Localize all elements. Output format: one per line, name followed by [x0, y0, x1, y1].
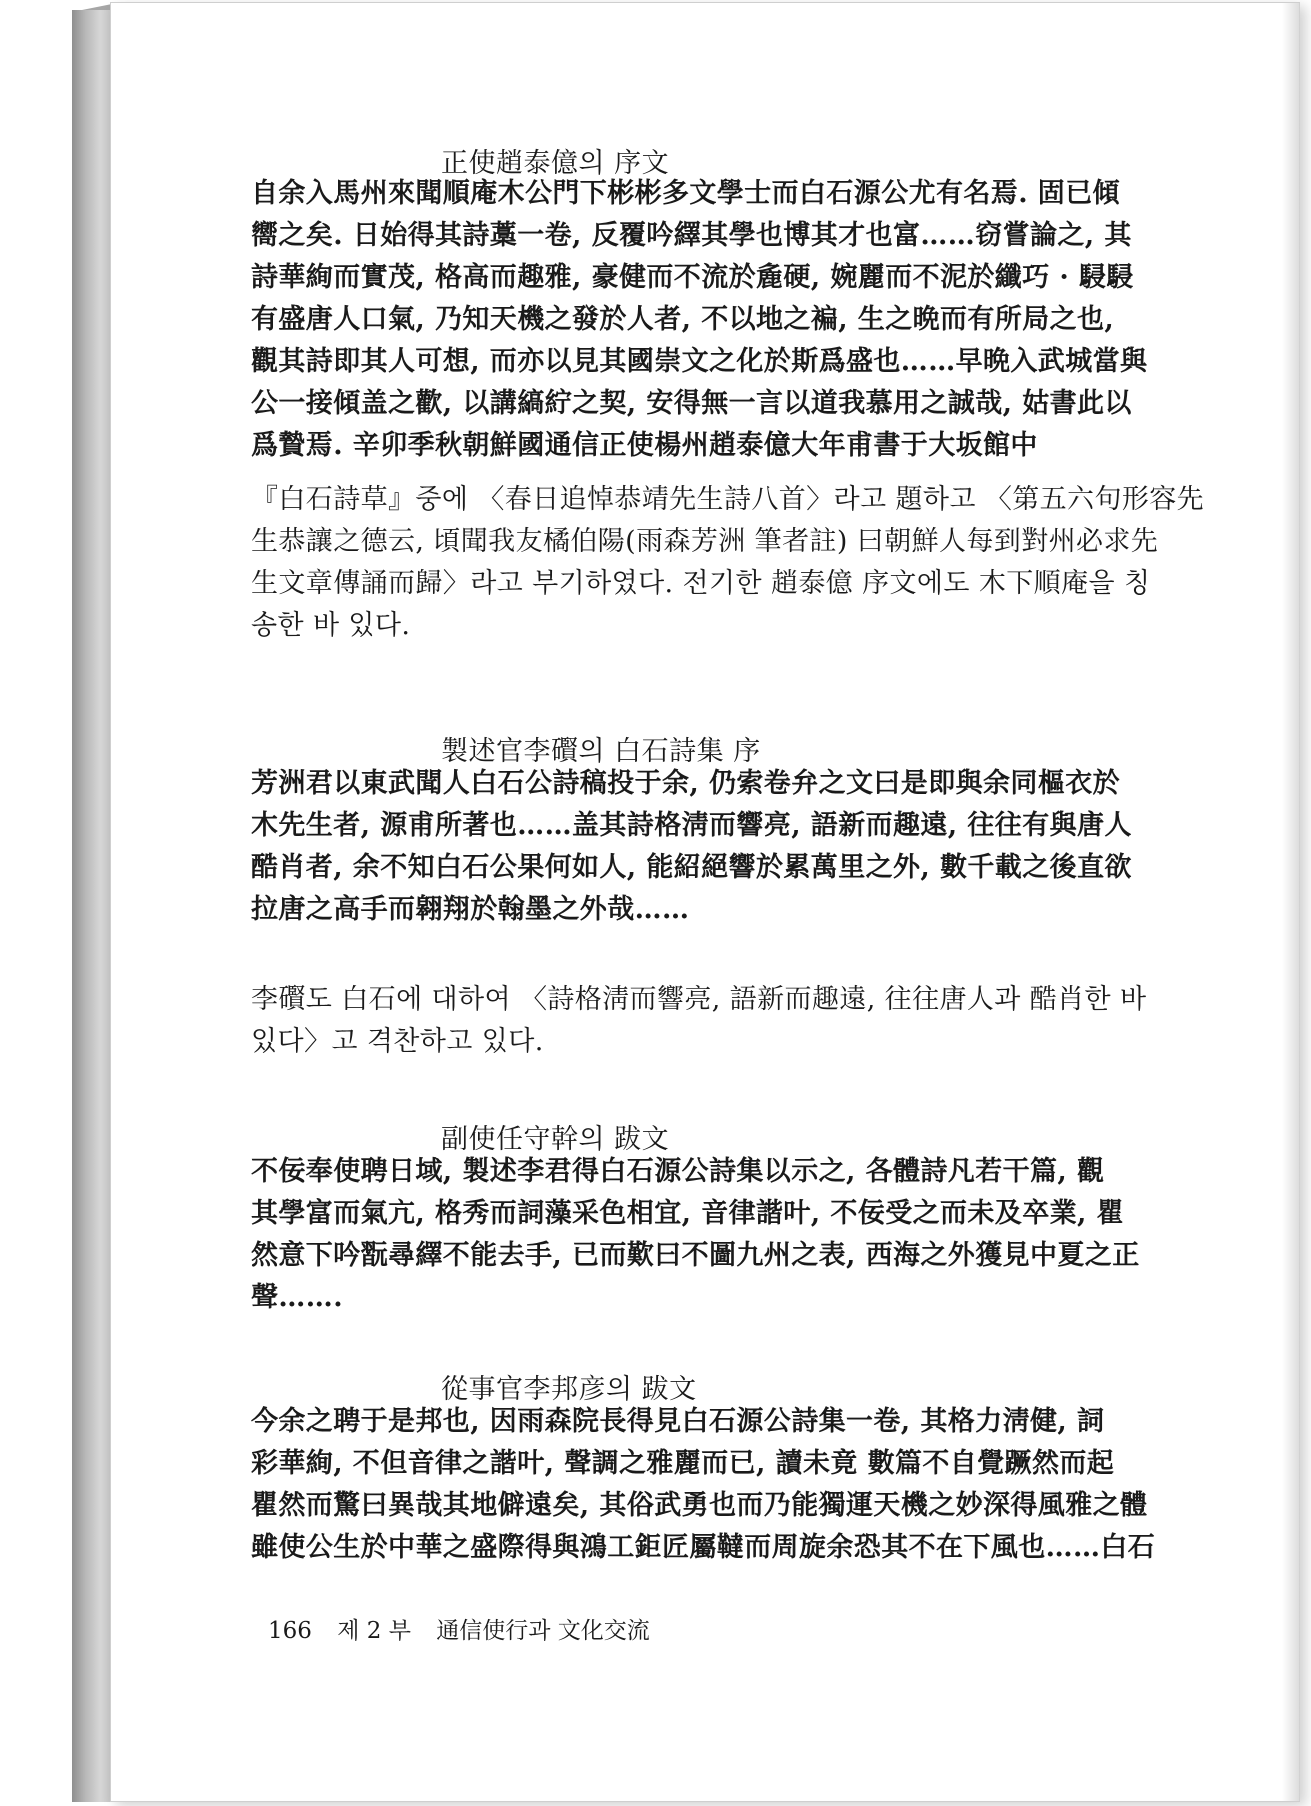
quote-block-3	[251, 1151, 1281, 1319]
commentary-line: 生文章傳誦而歸〉라고 부기하였다. 전기한 趙泰億 序文에도 木下順庵을 칭	[251, 568, 1151, 599]
book-spine	[72, 10, 112, 1802]
section-heading-2: 製述官李礥의 白石詩集 序	[441, 736, 761, 767]
commentary-line: 李礥도 白石에 대하여 〈詩格淸而響亮, 語新而趣遠, 往往唐人과 酷肖한 바	[251, 984, 1147, 1015]
quote-line: 木先生者, 源甫所著也……盖其詩格淸而響亮, 語新而趣遠, 往往有與唐人	[251, 810, 1132, 841]
quote-line: 自余入馬州來聞順庵木公門下彬彬多文學士而白石源公尤有名焉. 固已傾	[251, 178, 1120, 209]
quote-line: 其學富而氣亢, 格秀而詞藻采色相宜, 音律諧叶, 不佞受之而未及卒業, 瞿	[251, 1198, 1124, 1229]
page-number: 166	[268, 1618, 312, 1644]
quote-line: 酷肖者, 余不知白石公果何如人, 能紹絕響於累萬里之外, 數千載之後直欲	[251, 852, 1132, 883]
commentary-line: 『白石詩草』중에 〈春日追悼恭靖先生詩八首〉라고 題하고 〈第五六句形容先	[251, 484, 1205, 515]
quote-line: 嚮之矣. 日始得其詩藁一卷, 反覆吟繹其學也博其才也富……窃嘗論之, 其	[251, 220, 1132, 251]
quote-line: 公一接傾盖之歡, 以講縞紵之契, 安得無一言以道我慕用之誠哉, 姑書此以	[251, 388, 1132, 419]
quote-line: 觀其詩即其人可想, 而亦以見其國崇文之化於斯爲盛也……早晩入武城當與	[251, 346, 1148, 377]
quote-block-1	[251, 173, 1281, 467]
quote-line: 芳洲君以東武聞人白石公詩稿投于余, 仍索卷弁之文曰是即與余同樞衣於	[251, 768, 1120, 799]
part-title: 通信使行과 文化交流	[436, 1618, 650, 1644]
section-heading-1: 正使趙泰億의 序文	[441, 148, 670, 179]
section-heading-4: 從事官李邦彦의 跋文	[441, 1374, 697, 1405]
quote-line: 不佞奉使聘日域, 製述李君得白石源公詩集以示之, 各體詩凡若干篇, 觀	[251, 1156, 1105, 1187]
quote-line: 彩華絢, 不但音律之諧叶, 聲調之雅麗而已, 讀未竟 數篇不自覺蹶然而起	[251, 1448, 1115, 1479]
section-heading-3: 副使任守幹의 跋文	[441, 1124, 670, 1155]
commentary-line: 있다〉고 격찬하고 있다.	[251, 1026, 544, 1057]
commentary-block-1	[251, 479, 1281, 647]
book-page	[110, 2, 1300, 1802]
quote-line: 雖使公生於中華之盛際得與鴻工鉅匠屬韃而周旋余恐其不在下風也……白石	[251, 1532, 1156, 1563]
part-label: 제 2 부	[337, 1618, 411, 1644]
quote-block-4	[251, 1401, 1281, 1569]
quote-line: 爲贄焉. 辛卯季秋朝鮮國通信正使楊州趙泰億大年甫書于大坂館中	[251, 430, 1038, 461]
quote-line: 聲…….	[251, 1282, 343, 1313]
quote-line: 拉唐之高手而翱翔於翰墨之外哉……	[251, 894, 690, 925]
quote-block-2	[251, 763, 1281, 931]
commentary-line: 송한 바 있다.	[251, 610, 411, 641]
quote-line: 然意下吟翫尋繹不能去手, 已而歎曰不圖九州之表, 西海之外獲見中夏之正	[251, 1240, 1140, 1271]
commentary-block-2	[251, 979, 1281, 1063]
quote-line: 有盛唐人口氣, 乃知天機之發於人者, 不以地之褊, 生之晩而有所局之也,	[251, 304, 1115, 335]
commentary-line: 生恭讓之德云, 頃聞我友橘伯陽(雨森芳洲 筆者註) 曰朝鮮人每到對州必求先	[251, 526, 1159, 557]
quote-line: 今余之聘于是邦也, 因雨森院長得見白石源公詩集一卷, 其格力淸健, 詞	[251, 1406, 1105, 1437]
page-footer	[268, 1612, 668, 1645]
quote-line: 詩華絢而實茂, 格高而趣雅, 豪健而不流於麁硬, 婉麗而不泥於纖巧 · 駸駸	[251, 262, 1134, 293]
quote-line: 瞿然而驚曰異哉其地僻遠矣, 其俗武勇也而乃能獨運天機之妙深得風雅之體	[251, 1490, 1148, 1521]
